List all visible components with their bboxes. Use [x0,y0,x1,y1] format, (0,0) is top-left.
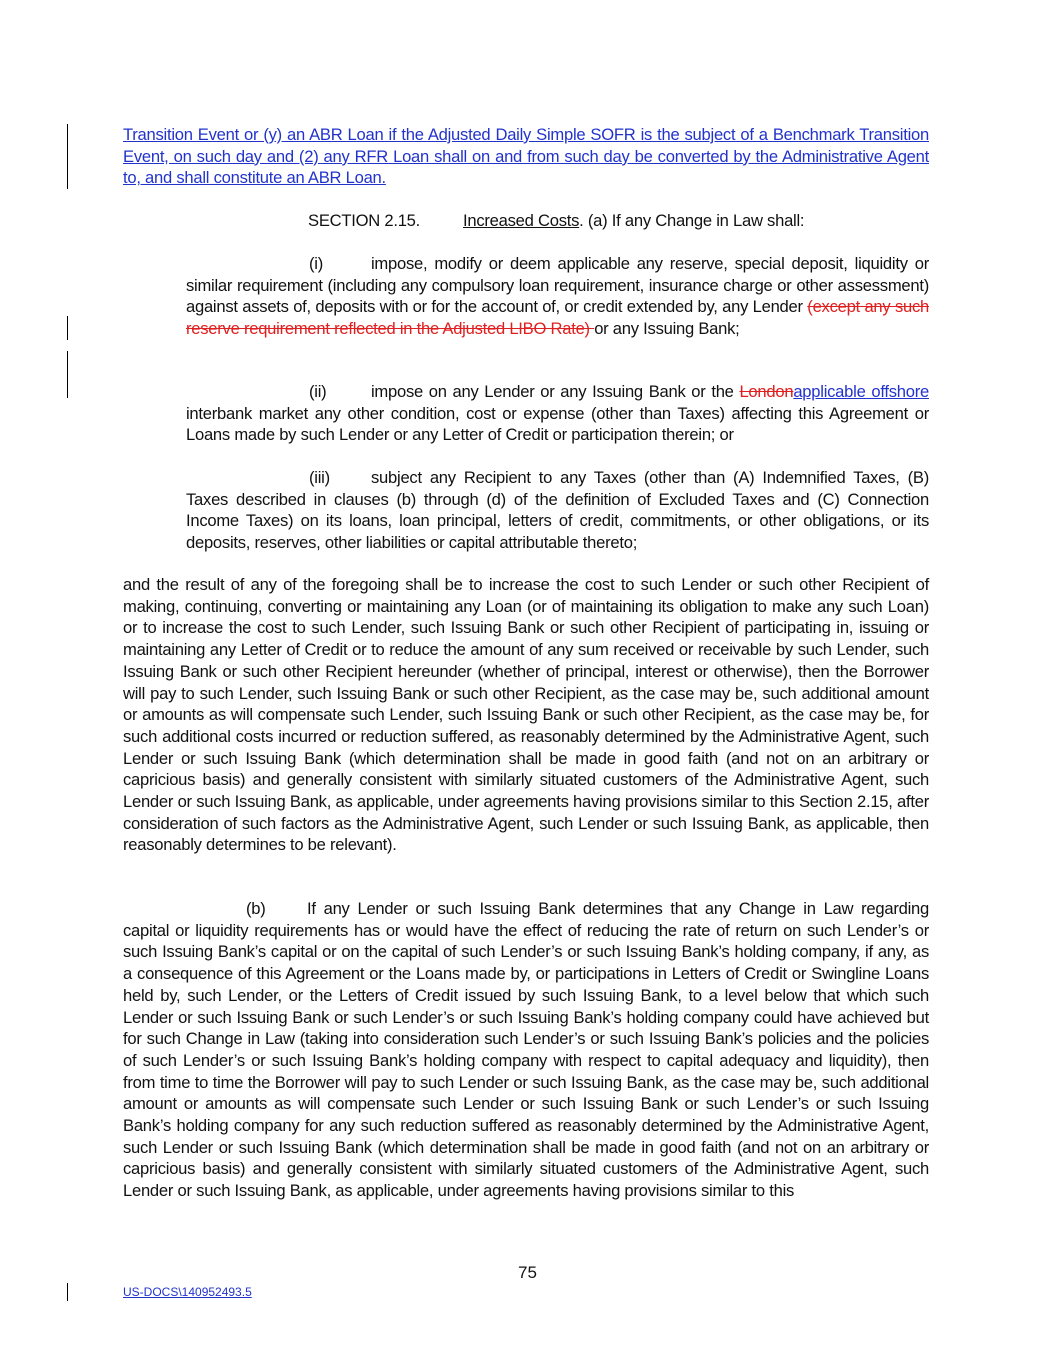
result-paragraph [123,574,929,856]
clause-b [123,898,929,1202]
clause-text: impose on any Lender or any Issuing Bank or the [371,382,740,401]
clause-text: or any Issuing Bank; [594,319,740,339]
clause-ii [186,381,929,446]
clause-text: impose, modify or deem applicable any reserve, special deposit, liquidity or similar requirement (including any compulsory loan requirement, insurance charge or other assessment) against assets of, deposits with or for the account of, or credit extended by, any Lender [186,254,929,317]
section-title-punct: . [579,211,588,230]
clause-i [186,253,929,340]
section-heading [123,210,929,232]
clause-label: (ii) [309,382,327,401]
clause-label: (i) [309,254,323,273]
clause-text: If any Lender or such Issuing Bank determines that any Change in Law regarding capital or liquidity requirements has or would have the effect of reducing the rate of return on such Lender’s or such Issuing Bank’s capital or on the capital of such Lender’s or such Issuing Bank’s holding company, if any, as a consequence of this Agreement or the Loans made by, or participations in Letters of Credit or Swingline Loans held by, such Lender, or the Letters of Credit issued by such Issuing Bank, to a level below that which such Lender or such Issuing Bank or such Lender’s or such Issuing Bank’s holding company could have achieved but for such Change in Law (taking into consideration such Lender’s or such Issuing Bank’s policies and the policies of such Lender’s or such Issuing Bank’s holding company with respect to capital adequacy and liquidity), then from time to time the Borrower will pay to such Lender or such Issuing Bank, as the case may be, such additional amount or amounts as will compensate such Lender or such Issuing Bank or such Lender’s or such Issuing Bank’s holding company for any such reduction suffered as reasonably determined by the Administrative Agent, such Lender or such Issuing Bank (which determination shall be made in good faith (and not on an arbitrary or capricious basis) and generally consistent with similarly situated customers of the Administrative Agent, such Lender or such Issuing Bank, as applicable, under agreements having provisions similar to this [123,899,929,1201]
clause-label: (iii) [309,468,330,487]
clause-text: subject any Recipient to any Taxes (other than (A) Indemnified Taxes, (B) Taxes described in clauses (b) through (d) of the definition of Excluded Taxes and (C) Connection Income Taxes) on its loans, loan principal, letters of credit, commitments, or other obligations, or its deposits, reserves, other liabilities or capital attributable thereto; [186,468,929,553]
change-bar [67,351,68,398]
paragraph-text: and the result of any of the foregoing shall be to increase the cost to such Lender or such other Recipient of making, continuing, converting or maintaining any Loan (or of maintaining its obligation to make any such Loan) or to increase the cost to such Lender, such Issuing Bank or such other Recipient of participating in, issuing or maintaining any Letter of Credit or to reduce the amount of any sum received or receivable by such Lender, such Issuing Bank or such other Recipient hereunder (whether of principal, interest or otherwise), then the Borrower will pay to such Lender, such Issuing Bank or such other Recipient, as the case may be, such additional amount or amounts as will compensate such Lender, such Issuing Bank or such other Recipient, as the case may be, for such additional costs incurred or reduction suffered, as reasonably determined by the Administrative Agent, such Lender or such Issuing Bank (which determination shall be made in good faith (and not on an arbitrary or capricious basis) and generally consistent with similarly situated customers of the Administrative Agent, such Lender or such Issuing Bank, as applicable, under agreements having provisions similar to this Section 2.15, after consideration of such factors as the Administrative Agent, such Lender or such Issuing Bank, as applicable, then reasonably determines to be relevant). [123,575,929,855]
change-bar [67,316,68,340]
inserted-text: Transition Event or (y) an ABR Loan if the Adjusted Daily Simple SOFR is the subject of a Benchmark Transition Event, on such day and (2) any RFR Loan shall on and from such day be converted by the Administrative Agent to, and shall constitute an ABR Loan. [123,125,929,188]
section-number: SECTION 2.15. [308,211,421,230]
document-id: US-DOCS\140952493.5 [123,1285,252,1299]
clause-text: interbank market any other condition, cost or expense (other than Taxes) affecting this Agreement or Loans made by such Lender or any Letter of Credit or participation therein; or [186,403,929,445]
change-bar [67,124,68,189]
clause-label: (b) [246,899,266,918]
clause-iii [186,467,929,554]
section-lead: (a) If any Change in Law shall: [587,211,805,230]
change-bar [67,1283,68,1301]
deleted-text: London [739,382,794,401]
inserted-text: applicable offshore [793,382,929,401]
deleted-text: (except any such reserve requirement reflected in the Adjusted LIBO Rate) [186,297,930,339]
page-number: 75 [518,1263,537,1282]
section-title: Increased Costs [463,211,580,230]
continuation-paragraph [123,124,929,189]
